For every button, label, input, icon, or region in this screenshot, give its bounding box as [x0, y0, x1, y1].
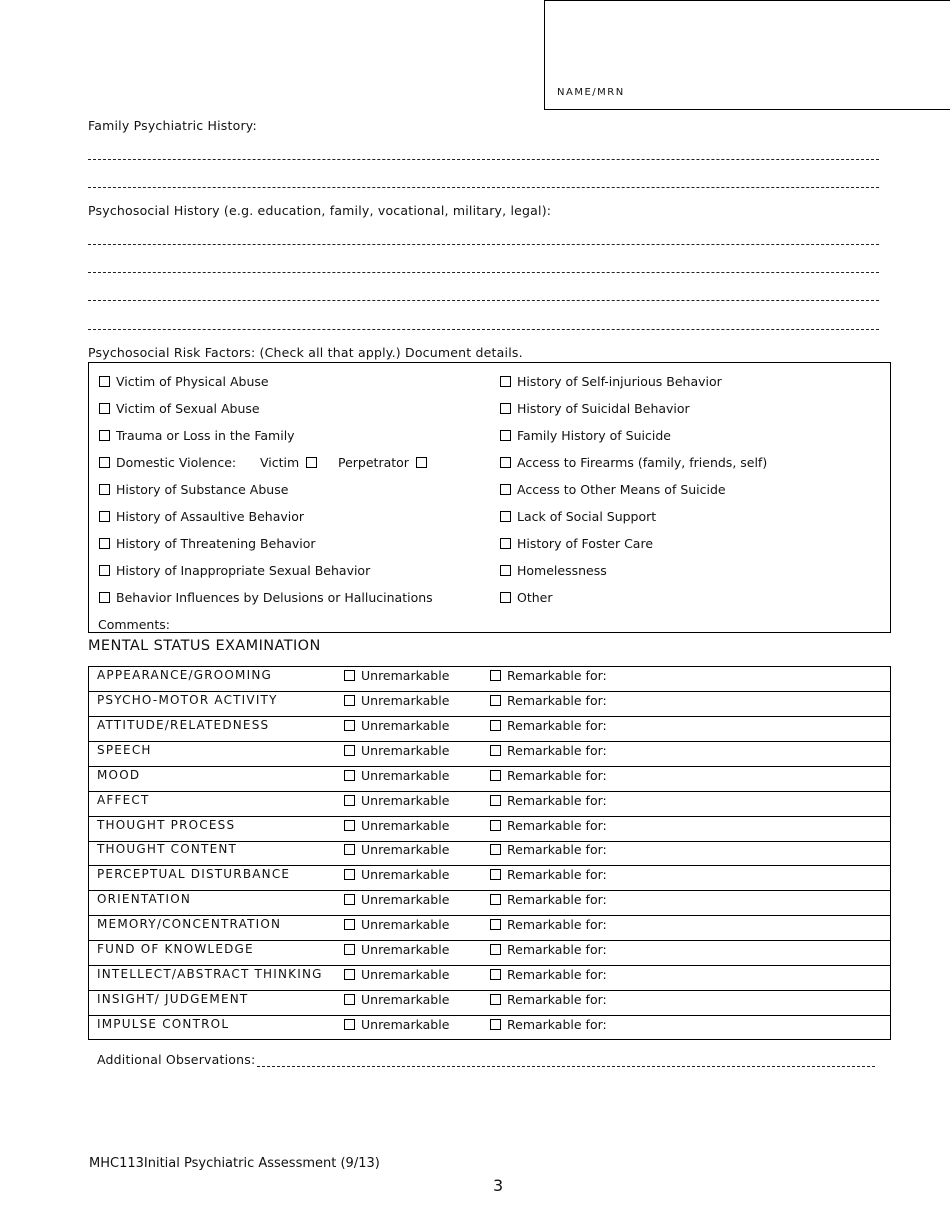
unremarkable-option[interactable]: Unremarkable — [344, 818, 449, 833]
risk-item-physical-abuse[interactable]: Victim of Physical Abuse — [99, 374, 269, 389]
checkbox[interactable] — [500, 403, 511, 414]
checkbox[interactable] — [344, 795, 355, 806]
table-row — [89, 841, 890, 866]
checkbox[interactable] — [344, 745, 355, 756]
psychosocial-history-line-3[interactable] — [88, 300, 879, 301]
checkbox[interactable] — [490, 670, 501, 681]
checkbox[interactable] — [344, 770, 355, 781]
checkbox[interactable] — [500, 511, 511, 522]
psychosocial-history-label: Psychosocial History (e.g. education, family, vocational, military, legal): — [88, 203, 552, 218]
name-mrn-label: NAME/MRN — [557, 87, 625, 98]
family-history-label: Family Psychiatric History: — [88, 118, 257, 133]
unremarkable-option[interactable]: Unremarkable — [344, 718, 449, 733]
domestic-violence-perpetrator[interactable]: Perpetrator — [338, 455, 433, 470]
mse-area-label: THOUGHT CONTENT — [97, 842, 238, 856]
checkbox[interactable] — [490, 969, 501, 980]
checkbox[interactable] — [500, 430, 511, 441]
checkbox[interactable] — [99, 457, 110, 468]
remarkable-option[interactable]: Remarkable for: — [490, 892, 607, 907]
psychosocial-history-line-4[interactable] — [88, 329, 879, 330]
checkbox[interactable] — [99, 430, 110, 441]
remarkable-option[interactable]: Remarkable for: — [490, 793, 607, 808]
mse-area-label: MEMORY/CONCENTRATION — [97, 917, 282, 931]
unremarkable-option[interactable]: Unremarkable — [344, 1017, 449, 1032]
checkbox[interactable] — [500, 592, 511, 603]
checkbox[interactable] — [344, 1019, 355, 1030]
remarkable-option[interactable]: Remarkable for: — [490, 718, 607, 733]
checkbox[interactable] — [344, 919, 355, 930]
mse-area-label: SPEECH — [97, 743, 152, 757]
checkbox[interactable] — [490, 844, 501, 855]
table-row — [89, 1016, 890, 1041]
unremarkable-option[interactable]: Unremarkable — [344, 867, 449, 882]
risk-item-other[interactable]: Other — [500, 590, 553, 605]
risk-factors-label: Psychosocial Risk Factors: (Check all that apply.) Document details. — [88, 345, 523, 360]
form-id: MHC113Initial Psychiatric Assessment (9/13) — [89, 1156, 380, 1171]
checkbox[interactable] — [490, 944, 501, 955]
unremarkable-option[interactable]: Unremarkable — [344, 917, 449, 932]
mse-area-label: APPEARANCE/GROOMING — [97, 668, 273, 682]
psychosocial-history-line-2[interactable] — [88, 272, 879, 273]
checkbox[interactable] — [99, 484, 110, 495]
table-row — [89, 966, 890, 991]
mse-area-label: ATTITUDE/RELATEDNESS — [97, 718, 270, 732]
checkbox[interactable] — [344, 695, 355, 706]
checkbox[interactable] — [490, 695, 501, 706]
table-row — [89, 667, 890, 692]
checkbox[interactable] — [500, 484, 511, 495]
checkbox[interactable] — [490, 894, 501, 905]
risk-item-self-injurious[interactable]: History of Self-injurious Behavior — [500, 374, 722, 389]
unremarkable-option[interactable]: Unremarkable — [344, 892, 449, 907]
mse-area-label: ORIENTATION — [97, 892, 192, 906]
risk-item-foster-care[interactable]: History of Foster Care — [500, 536, 653, 551]
unremarkable-option[interactable]: Unremarkable — [344, 842, 449, 857]
checkbox[interactable] — [500, 457, 511, 468]
checkbox[interactable] — [490, 770, 501, 781]
family-history-line-2[interactable] — [88, 187, 879, 188]
risk-comments-label: Comments: — [98, 617, 170, 632]
risk-item-threatening-behavior[interactable]: History of Threatening Behavior — [99, 536, 316, 551]
additional-observations-label: Additional Observations: — [97, 1052, 256, 1067]
risk-item-inappropriate-sexual-behavior[interactable]: History of Inappropriate Sexual Behavior — [99, 563, 370, 578]
checkbox[interactable] — [99, 376, 110, 387]
risk-item-domestic-violence[interactable]: Domestic Violence: — [99, 455, 236, 470]
checkbox[interactable] — [344, 994, 355, 1005]
mse-title: MENTAL STATUS EXAMINATION — [88, 638, 321, 654]
remarkable-option[interactable]: Remarkable for: — [490, 942, 607, 957]
remarkable-option[interactable]: Remarkable for: — [490, 668, 607, 683]
table-row — [89, 817, 890, 842]
mse-area-label: IMPULSE CONTROL — [97, 1017, 230, 1031]
mse-area-label: THOUGHT PROCESS — [97, 818, 236, 832]
checkbox[interactable] — [500, 538, 511, 549]
mse-table — [88, 666, 891, 1040]
checkbox[interactable] — [99, 538, 110, 549]
risk-item-suicidal-behavior[interactable]: History of Suicidal Behavior — [500, 401, 690, 416]
table-row — [89, 941, 890, 966]
remarkable-option[interactable]: Remarkable for: — [490, 842, 607, 857]
risk-item-social-support[interactable]: Lack of Social Support — [500, 509, 656, 524]
remarkable-option[interactable]: Remarkable for: — [490, 867, 607, 882]
checkbox[interactable] — [500, 376, 511, 387]
risk-item-substance-abuse[interactable]: History of Substance Abuse — [99, 482, 288, 497]
remarkable-option[interactable]: Remarkable for: — [490, 917, 607, 932]
mse-area-label: MOOD — [97, 768, 141, 782]
domestic-violence-victim[interactable]: Victim — [260, 455, 323, 470]
checkbox[interactable] — [99, 511, 110, 522]
risk-item-assaultive-behavior[interactable]: History of Assaultive Behavior — [99, 509, 304, 524]
risk-item-sexual-abuse[interactable]: Victim of Sexual Abuse — [99, 401, 260, 416]
checkbox[interactable] — [344, 820, 355, 831]
checkbox[interactable] — [490, 820, 501, 831]
risk-item-family-suicide[interactable]: Family History of Suicide — [500, 428, 671, 443]
additional-observations-line[interactable] — [257, 1066, 875, 1067]
risk-item-homelessness[interactable]: Homelessness — [500, 563, 607, 578]
mse-area-label: PSYCHO-MOTOR ACTIVITY — [97, 693, 278, 707]
checkbox[interactable] — [490, 919, 501, 930]
checkbox[interactable] — [344, 969, 355, 980]
unremarkable-option[interactable]: Unremarkable — [344, 668, 449, 683]
unremarkable-option[interactable]: Unremarkable — [344, 967, 449, 982]
checkbox[interactable] — [344, 869, 355, 880]
remarkable-option[interactable]: Remarkable for: — [490, 768, 607, 783]
table-row — [89, 717, 890, 742]
unremarkable-option[interactable]: Unremarkable — [344, 793, 449, 808]
table-row — [89, 866, 890, 891]
checkbox[interactable] — [99, 592, 110, 603]
checkbox[interactable] — [490, 869, 501, 880]
table-row — [89, 767, 890, 792]
remarkable-option[interactable]: Remarkable for: — [490, 743, 607, 758]
checkbox[interactable] — [99, 565, 110, 576]
risk-factors-box — [88, 362, 891, 633]
remarkable-option[interactable]: Remarkable for: — [490, 693, 607, 708]
checkbox[interactable] — [490, 994, 501, 1005]
remarkable-option[interactable]: Remarkable for: — [490, 818, 607, 833]
table-row — [89, 991, 890, 1016]
unremarkable-option[interactable]: Unremarkable — [344, 992, 449, 1007]
unremarkable-option[interactable]: Unremarkable — [344, 942, 449, 957]
checkbox[interactable] — [490, 745, 501, 756]
risk-item-other-means[interactable]: Access to Other Means of Suicide — [500, 482, 726, 497]
table-row — [89, 692, 890, 717]
table-row — [89, 891, 890, 916]
checkbox[interactable] — [490, 1019, 501, 1030]
remarkable-option[interactable]: Remarkable for: — [490, 992, 607, 1007]
table-row — [89, 916, 890, 941]
checkbox[interactable] — [500, 565, 511, 576]
remarkable-option[interactable]: Remarkable for: — [490, 967, 607, 982]
mse-area-label: INSIGHT/ JUDGEMENT — [97, 992, 249, 1006]
checkbox[interactable] — [490, 720, 501, 731]
mse-area-label: INTELLECT/ABSTRACT THINKING — [97, 967, 323, 981]
family-history-line-1[interactable] — [88, 159, 879, 160]
mse-area-label: PERCEPTUAL DISTURBANCE — [97, 867, 291, 881]
checkbox[interactable] — [344, 944, 355, 955]
mse-area-label: FUND OF KNOWLEDGE — [97, 942, 254, 956]
checkbox[interactable] — [344, 670, 355, 681]
table-row — [89, 742, 890, 767]
unremarkable-option[interactable]: Unremarkable — [344, 693, 449, 708]
checkbox[interactable] — [344, 844, 355, 855]
mse-area-label: AFFECT — [97, 793, 150, 807]
checkbox[interactable] — [99, 403, 110, 414]
remarkable-option[interactable]: Remarkable for: — [490, 1017, 607, 1032]
page-number: 3 — [493, 1176, 504, 1195]
victim-checkbox[interactable] — [306, 457, 317, 468]
checkbox[interactable] — [344, 894, 355, 905]
name-mrn-box[interactable] — [544, 0, 950, 110]
risk-item-firearms[interactable]: Access to Firearms (family, friends, self) — [500, 455, 767, 470]
checkbox[interactable] — [344, 720, 355, 731]
unremarkable-option[interactable]: Unremarkable — [344, 768, 449, 783]
psychosocial-history-line-1[interactable] — [88, 244, 879, 245]
risk-item-delusions-hallucinations[interactable]: Behavior Influences by Delusions or Hallucinations — [99, 590, 433, 605]
checkbox[interactable] — [490, 795, 501, 806]
risk-item-trauma-loss[interactable]: Trauma or Loss in the Family — [99, 428, 295, 443]
perpetrator-checkbox[interactable] — [416, 457, 427, 468]
unremarkable-option[interactable]: Unremarkable — [344, 743, 449, 758]
table-row — [89, 792, 890, 817]
